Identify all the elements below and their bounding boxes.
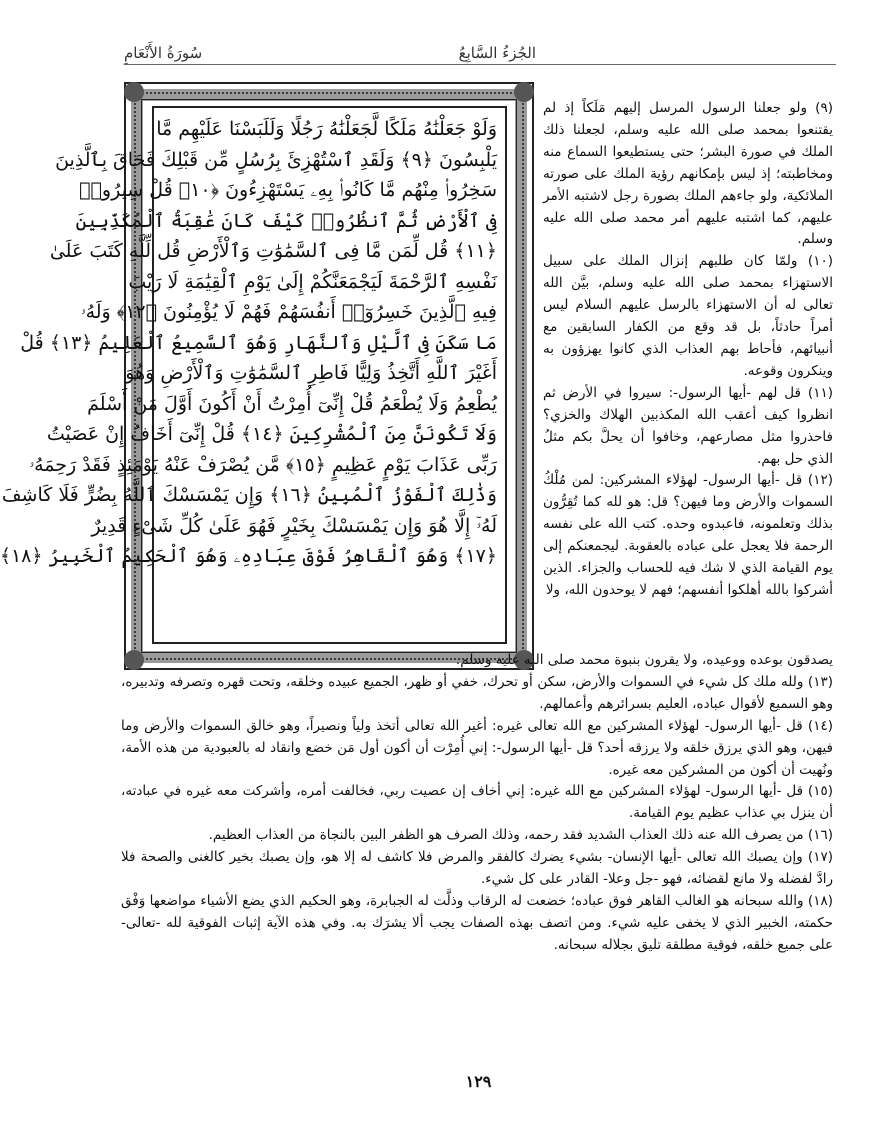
corner-ornament-icon [514, 82, 534, 102]
tafsir-side-column [543, 98, 833, 602]
page-number: ١٢٩ [465, 1072, 492, 1091]
quran-frame [0, 82, 534, 670]
quran-line: رَبِّى عَذَابَ يَوْمٍ عَظِيمٍ ﴿١٥﴾ مَّن يُصْرَفْ عَنْهُ يَوْمَئِذٍ فَقَدْ رَحِمَهُۥ [29, 453, 497, 476]
tafsir-full-column [121, 650, 833, 957]
tafsir-paragraph: (٩) ولو جعلنا الرسول المرسل إليهم مَلَكاً إذ لم يقتنعوا بمحمد صلى الله عليه وسلم، لجعلنا ذلك الملك في صورة البشر؛ حتى يستطيعوا السماع منه ومخاطبته؛ إذ ليس بإمكانهم رؤية الملك على صورته الملائكية، ولو جاءهم الملك بصورة رجل لاشتبه الأمر عليهم، كما اشتبه عليهم أمر محمد صلى الله عليه وسلم. [543, 100, 833, 248]
tafsir-paragraph: (١٠) ولمّا كان طلبهم إنزال الملك على سبيل الاستهزاء بمحمد صلى الله عليه وسلم، بيَّن الله تعالى له أن الاستهزاء بالرسل عليهم السلام ليس أمراً حادثاً، بل قد وقع من الكفار السابقين مع أنبيائهم، فأحاط بهم العذاب الذي كانوا يهزؤون به وينكرون وقوعه. [543, 253, 833, 379]
quran-line: لَهُۥٓ إِلَّا هُوَ وَإِن يَمْسَسْكَ بِخَيْرٍ فَهُوَ عَلَىٰ كُلِّ شَىْءٍ قَدِيرٌ [91, 514, 497, 537]
tafsir-paragraph: (١٢) قل -أيها الرسول- لهؤلاء المشركين: لمن مُلْكُ السموات والأرض وما فيهن؟ قل: هو لله كما تُقِرُّون بذلك وتعلمونه، فاعبدوه وحده. كتب الله على نفسه الرحمة فلا يعجل على عباده بالعقوبة. ليجمعنكم إلى يوم القيامة الذي لا شك فيه للحساب والجزاء. الذين أشركوا بالله أهلكوا أنفسهم؛ فهم لا يوحدون الله، ولا [543, 472, 833, 598]
surah-title: سُورَةُ الأَنْعَامِ [124, 44, 203, 62]
tafsir-paragraph: (١٤) قل -أيها الرسول- لهؤلاء المشركين مع الله تعالى غيره: أغير الله تعالى أتخذ ولياً ونصيراً، وهو خالق السموات والأرض وما فيهن، وهو الذي يرزق خلقه ولا يرزقه أحد؟ قل -أيها الرسول-: إني أُمِرْت أن أكون أول مَن خضع وانقاد له بالعبودية من هذه الأمة، ونُهيت أن أكون من المشركين معه غيره. [121, 717, 833, 778]
quran-line: ﴿١٧﴾ وَهُوَ ٱلْقَاهِرُ فَوْقَ عِبَادِهِۦ وَهُوَ ٱلْحَكِيمُ ٱلْخَبِيرُ ﴿١٨﴾ [0, 545, 497, 567]
tafsir-paragraph: (١٣) ولله ملك كل شيء في السموات والأرض، سكن أو تحرك، خفي أو ظهر، الجميع عبيده وخلقه، وتحت قهره وتصرفه وتدبيره، وهو السميع لأقوال عباده، العليم بسرائرهم وأعمالهم. [121, 673, 833, 712]
quran-line: فِيهِ ٱلَّذِينَ خَسِرُوٓا۟ أَنفُسَهُمْ فَهُمْ لَا يُؤْمِنُونَ ﴿١٢﴾ وَلَهُۥ [80, 301, 497, 323]
quran-line: مَا سَكَنَ فِى ٱلَّيْلِ وَٱلنَّهَارِ وَهُوَ ٱلسَّمِيعُ ٱلْعَلِيمُ ﴿١٣﴾ قُلْ [20, 331, 497, 354]
page-header [124, 42, 836, 66]
header-divider [124, 64, 836, 65]
tafsir-paragraph: (١٧) وإن يصبك الله تعالى -أيها الإنسان- بشيء يضرك كالفقر والمرض فلا كاشف له إلا هو، وإن يصبك بخير كالغنى والصحة فلا رادَّ لفضله ولا مانع لقضائه، فهو -جل وعلا- القادر على كل شيء. [121, 849, 833, 888]
quran-text [0, 106, 507, 644]
quran-line: يَلْبِسُونَ ﴿٩﴾ وَلَقَدِ ٱسْتُهْزِئَ بِرُسُلٍ مِّن قَبْلِكَ فَحَاقَ بِٱلَّذِينَ [55, 148, 497, 171]
quran-line: يُطْعِمُ وَلَا يُطْعَمُ قُلْ إِنِّىٓ أُمِرْتُ أَنْ أَكُونَ أَوَّلَ مَنْ أَسْلَمَ [87, 392, 497, 415]
quran-line: وَذَٰلِكَ ٱلْفَوْزُ ٱلْمُبِينُ ﴿١٦﴾ وَإِن يَمْسَسْكَ ٱللَّهُ بِضُرٍّ فَلَا كَاشِفَ [1, 484, 497, 506]
quran-line: وَلَوْ جَعَلْنَٰهُ مَلَكًا لَّجَعَلْنَٰهُ رَجُلًا وَلَلَبَسْنَا عَلَيْهِم مَّا [156, 118, 497, 140]
tafsir-paragraph: (١١) قل لهم -أيها الرسول-: سيروا في الأرض ثم انظروا كيف أعقب الله المكذبين الهلاك والخزي؟ فاحذروا مثل مصارعهم، وخافوا أن يحلَّ بكم مثلُ الذي حل بهم. [543, 384, 833, 467]
quran-line: نَفْسِهِ ٱلرَّحْمَةَ لَيَجْمَعَنَّكُمْ إِلَىٰ يَوْمِ ٱلْقِيَٰمَةِ لَا رَيْبَ [128, 270, 497, 293]
quran-line: أَغَيْرَ ٱللَّهِ أَتَّخِذُ وَلِيًّا فَاطِرِ ٱلسَّمَٰوَٰتِ وَٱلْأَرْضِ وَهُوَ [125, 362, 497, 384]
quran-line: سَخِرُوا۟ مِنْهُم مَّا كَانُوا۟ بِهِۦ يَسْتَهْزِءُونَ ﴿١٠﴾ قُلْ سِيرُوا۟ [79, 179, 497, 201]
tafsir-paragraph: (١٥) قل -أيها الرسول- لهؤلاء المشركين مع الله غيره: إني أخاف إن عصيت ربي، فخالفت أمره، وأشركت معه غيره في عبادته، أن ينزل بي عذاب عظيم يوم القيامة. [121, 783, 833, 822]
quran-line: وَلَا تَكُونَنَّ مِنَ ٱلْمُشْرِكِينَ ﴿١٤﴾ قُلْ إِنِّىٓ أَخَافُ إِنْ عَصَيْتُ [46, 423, 497, 445]
juz-title: الجُزءُ السَّابِعُ [458, 44, 536, 62]
corner-ornament-icon [124, 82, 144, 102]
quran-line: فِى ٱلْأَرْضِ ثُمَّ ٱنظُرُوا۟ كَيْفَ كَانَ عَٰقِبَةُ ٱلْمُكَذِّبِينَ [75, 209, 497, 232]
tafsir-paragraph: (١٦) من يصرف الله عنه ذلك العذاب الشديد فقد رحمه، وذلك الصرف هو الظفر البين بالنجاة من العذاب العظيم. [208, 827, 833, 844]
tafsir-paragraph: يصدقون بوعده ووعيده، ولا يقرون بنبوة محمد صلى الله عليه وسلم. [455, 652, 833, 668]
quran-line: ﴿١١﴾ قُل لِّمَن مَّا فِى ٱلسَّمَٰوَٰتِ وَٱلْأَرْضِ قُل لِّلَّهِ كَتَبَ عَلَىٰ [49, 240, 497, 262]
tafsir-paragraph: (١٨) والله سبحانه هو الغالب القاهر فوق عباده؛ خضعت له الرقاب وذلَّت له الجبابرة، وهو الحكيم الذي يضع الأشياء مواضعها وَفْق حكمته، الخبير الذي لا يخفى عليه شيء. ومن اتصف بهذه الصفات يجب ألا يشرَك به. وفي هذه الآية إثبات الفوقية لله -تعالى- على جميع خلقه، فوقية مطلقة تليق بجلاله سبحانه. [121, 892, 833, 953]
